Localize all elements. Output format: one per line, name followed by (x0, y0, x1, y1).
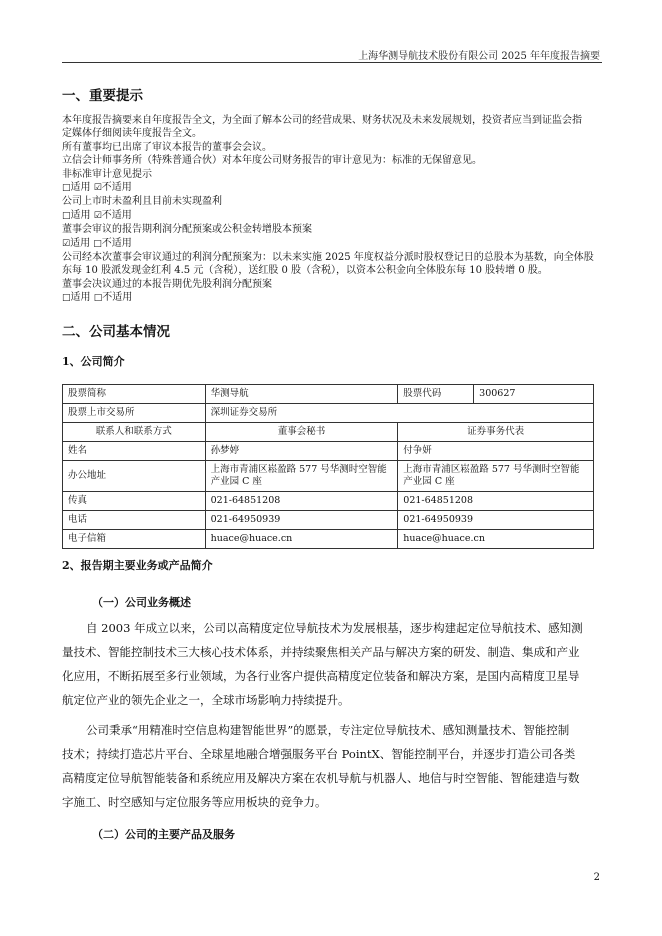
note-line: 本年度报告摘要来自年度报告全文，为全面了解本公司的经营成果、财务状况及未来发展规划，投资者应当到证监会指 (62, 115, 582, 126)
table-cell: 股票简称 (63, 385, 206, 404)
checkbox-line: □适用 □不适用 (62, 292, 133, 304)
table-row (63, 385, 594, 404)
checkbox-checked-icon: ☑ (93, 183, 102, 194)
table-cell: 姓名 (63, 442, 206, 461)
note-line: 董事会决议通过的本报告期优先股利润分配预案 (62, 278, 272, 290)
table-row (63, 423, 594, 442)
table-cell: 华测导航 (205, 385, 398, 404)
para-line: 航定位产业的领先企业之一，全球市场影响力持续提升。 (62, 693, 350, 707)
table-cell: 021-64851208 (398, 492, 594, 511)
para-line: 字施工、时空感知与定位服务等应用板块的竞争力。 (62, 795, 327, 809)
note-line: 立信会计师事务所（特殊普通合伙）对本年度公司财务报告的审计意见为：标准的无保留意见。 (62, 155, 482, 167)
table-cell: 付争妍 (398, 442, 594, 461)
table-header-cell: 董事会秘书 (205, 423, 398, 442)
para-line: 高精度定位导航智能装备和系统应用及解决方案在农机导航与机器人、地信与时空智能、智能建造与数 (62, 771, 580, 785)
table-cell: huace@huace.cn (205, 530, 398, 549)
business-heading: 2、报告期主要业务或产品简介 (62, 559, 213, 572)
checkbox-icon: □ (93, 293, 103, 304)
table-header-cell: 联系人和联系方式 (63, 423, 206, 442)
table-cell: 深圳证券交易所 (205, 404, 593, 423)
table-cell: 电子信箱 (63, 530, 206, 549)
para-line: 公司秉承“用精准时空信息构建智能世界”的愿景，专注定位导航技术、感知测量技术、智能控制 (86, 723, 570, 737)
note-line: 公司经本次董事会审议通过的利润分配预案为：以未来实施 2025 年度权益分派时股权登记日的总股本为基数，向全体股 (62, 252, 594, 264)
section1-title: 一、重要提示 (62, 88, 143, 104)
table-cell: 021-64851208 (205, 492, 398, 511)
note-line: 定媒体仔细阅读年度报告全文。 (62, 128, 202, 140)
para-line: 技术；持续打造芯片平台、全球星地融合增强服务平台 PointX、智能控制平台，并逐步打造公司各类 (62, 747, 576, 761)
table-row (63, 461, 594, 492)
page-number: 2 (593, 872, 600, 883)
table-cell: 股票代码 (398, 385, 474, 404)
table-cell: 孙梦婷 (205, 442, 398, 461)
company-info-table (62, 384, 594, 549)
overview-paragraph-1 (62, 616, 602, 712)
note-line: 董事会审议的报告期利润分配预案或公积金转增股本预案 (62, 224, 312, 236)
table-cell: huace@huace.cn (398, 530, 594, 549)
running-header: 上海华测导航技术股份有限公司 2025 年年度报告摘要 (358, 51, 600, 62)
checkbox-checked-icon: ☑ (93, 210, 102, 221)
checkbox-checked-icon: ☑ (62, 238, 71, 249)
table-row (63, 530, 594, 549)
checkbox-line: □适用 ☑不适用 (62, 209, 132, 221)
products-heading: （二）公司的主要产品及服务 (92, 828, 235, 841)
table-cell: 300627 (474, 385, 594, 404)
note-line: 所有董事均已出席了审议本报告的董事会会议。 (62, 141, 272, 153)
section2-title: 二、公司基本情况 (62, 324, 170, 340)
note-line: 东每 10 股派发现金红利 4.5 元（含税），送红股 0 股（含税），以资本公积金向全体股东每 10 股转增 0 股。 (62, 265, 548, 277)
para-line: 量技术、智能控制技术三大核心技术体系，并持续聚焦相关产品与解决方案的研发、制造、集成和产业 (62, 645, 580, 659)
table-cell: 021-64950939 (205, 511, 398, 530)
checkbox-icon: □ (62, 210, 71, 221)
important-notes (62, 114, 602, 306)
checkbox-line: ☑适用 □不适用 (62, 237, 132, 249)
para-line: 化应用，不断拓展至多行业领域，为各行业客户提供高精度定位装备和解决方案，是国内高精度卫星导 (62, 669, 580, 683)
header-rule (62, 62, 602, 63)
checkbox-icon: □ (62, 183, 71, 194)
checkbox-icon: □ (93, 238, 102, 249)
note-line: 非标准审计意见提示 (62, 168, 152, 180)
table-row (63, 442, 594, 461)
overview-heading: （一）公司业务概述 (92, 596, 191, 609)
note-line: 公司上市时未盈利且目前未实现盈利 (62, 196, 222, 208)
table-cell: 上海市青浦区崧盈路 577 号华测时空智能产业园 C 座 (398, 461, 594, 492)
company-profile-heading: 1、公司简介 (62, 355, 125, 368)
checkbox-icon: □ (62, 293, 71, 304)
table-row (63, 511, 594, 530)
table-row (63, 492, 594, 511)
checkbox-line: □适用 ☑不适用 (62, 182, 132, 194)
table-cell: 上海市青浦区崧盈路 577 号华测时空智能产业园 C 座 (205, 461, 398, 492)
overview-paragraph-2 (62, 718, 602, 814)
table-row (63, 404, 594, 423)
table-cell: 021-64950939 (398, 511, 594, 530)
table-cell: 办公地址 (63, 461, 206, 492)
table-cell: 传真 (63, 492, 206, 511)
table-header-cell: 证券事务代表 (398, 423, 594, 442)
table-cell: 股票上市交易所 (63, 404, 206, 423)
table-cell: 电话 (63, 511, 206, 530)
para-line: 自 2003 年成立以来，公司以高精度定位导航技术为发展根基，逐步构建起定位导航技术、感知测 (86, 621, 583, 635)
